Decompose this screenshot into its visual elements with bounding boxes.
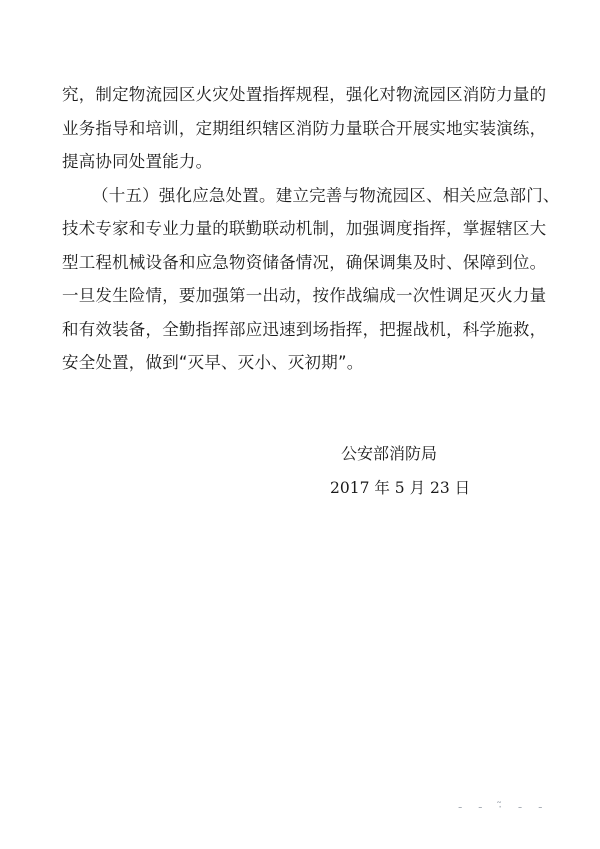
document-body [62,78,562,380]
issue-date: 2017 年 5 月 23 日 [330,479,471,497]
paragraph-emergency-response: （十五）强化应急处置。建立完善与物流园区、相关应急部门、技术专家和专业力量的联勤联动机制，加强调度指挥，掌握辖区大型工程机械设备和应急物资储备情况，确保调集及时、保障到位。一旦发生险情，要加强第一出动，按作战编成一次性调足灭火力量和有效装备，全勤指挥部应迅速到场指挥，把握战机，科学施救，安全处置，做到“灭早、灭小、灭初期”。 [62,185,560,372]
footer-marks: - - ·̃ - - [458,800,549,814]
issuing-organization: 公安部消防局 [341,444,438,463]
paragraph-continuation: 究，制定物流园区火灾处置指挥规程，强化对物流园区消防力量的业务指导和培训，定期组织辖区消防力量联合开展实地实装演练，提高协同处置能力。 [62,85,547,171]
